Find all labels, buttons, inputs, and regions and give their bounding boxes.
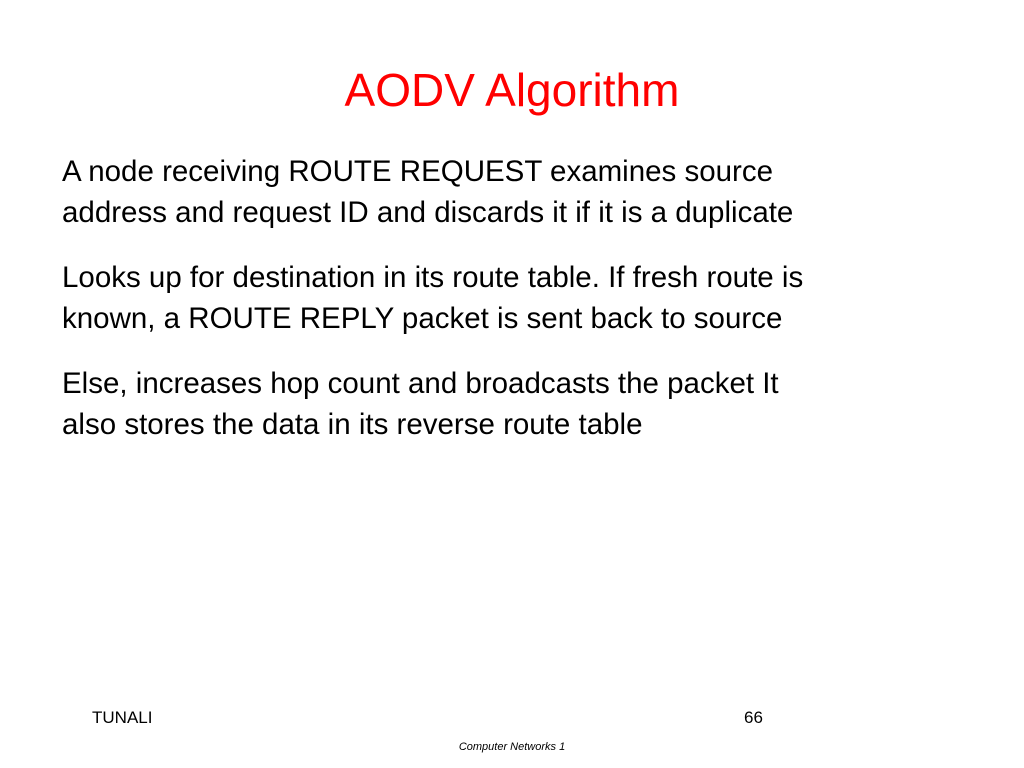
footer-course-name: Computer Networks 1	[458, 741, 566, 753]
paragraph-broadcast: Else, increases hop count and broadcasts the packet It also stores the data in its reverse route table	[62, 367, 779, 441]
paragraph-route-request: A node receiving ROUTE REQUEST examines source address and request ID and discards it if it is a duplicate	[62, 155, 794, 229]
footer-page-number: 66	[744, 708, 763, 727]
slide-title: AODV Algorithm	[344, 64, 680, 116]
paragraph-route-table-lookup: Looks up for destination in its route table. If fresh route is known, a ROUTE REPLY packet is sent back to source	[62, 261, 804, 335]
slide-body	[62, 151, 962, 469]
footer-author: TUNALI	[92, 708, 153, 727]
